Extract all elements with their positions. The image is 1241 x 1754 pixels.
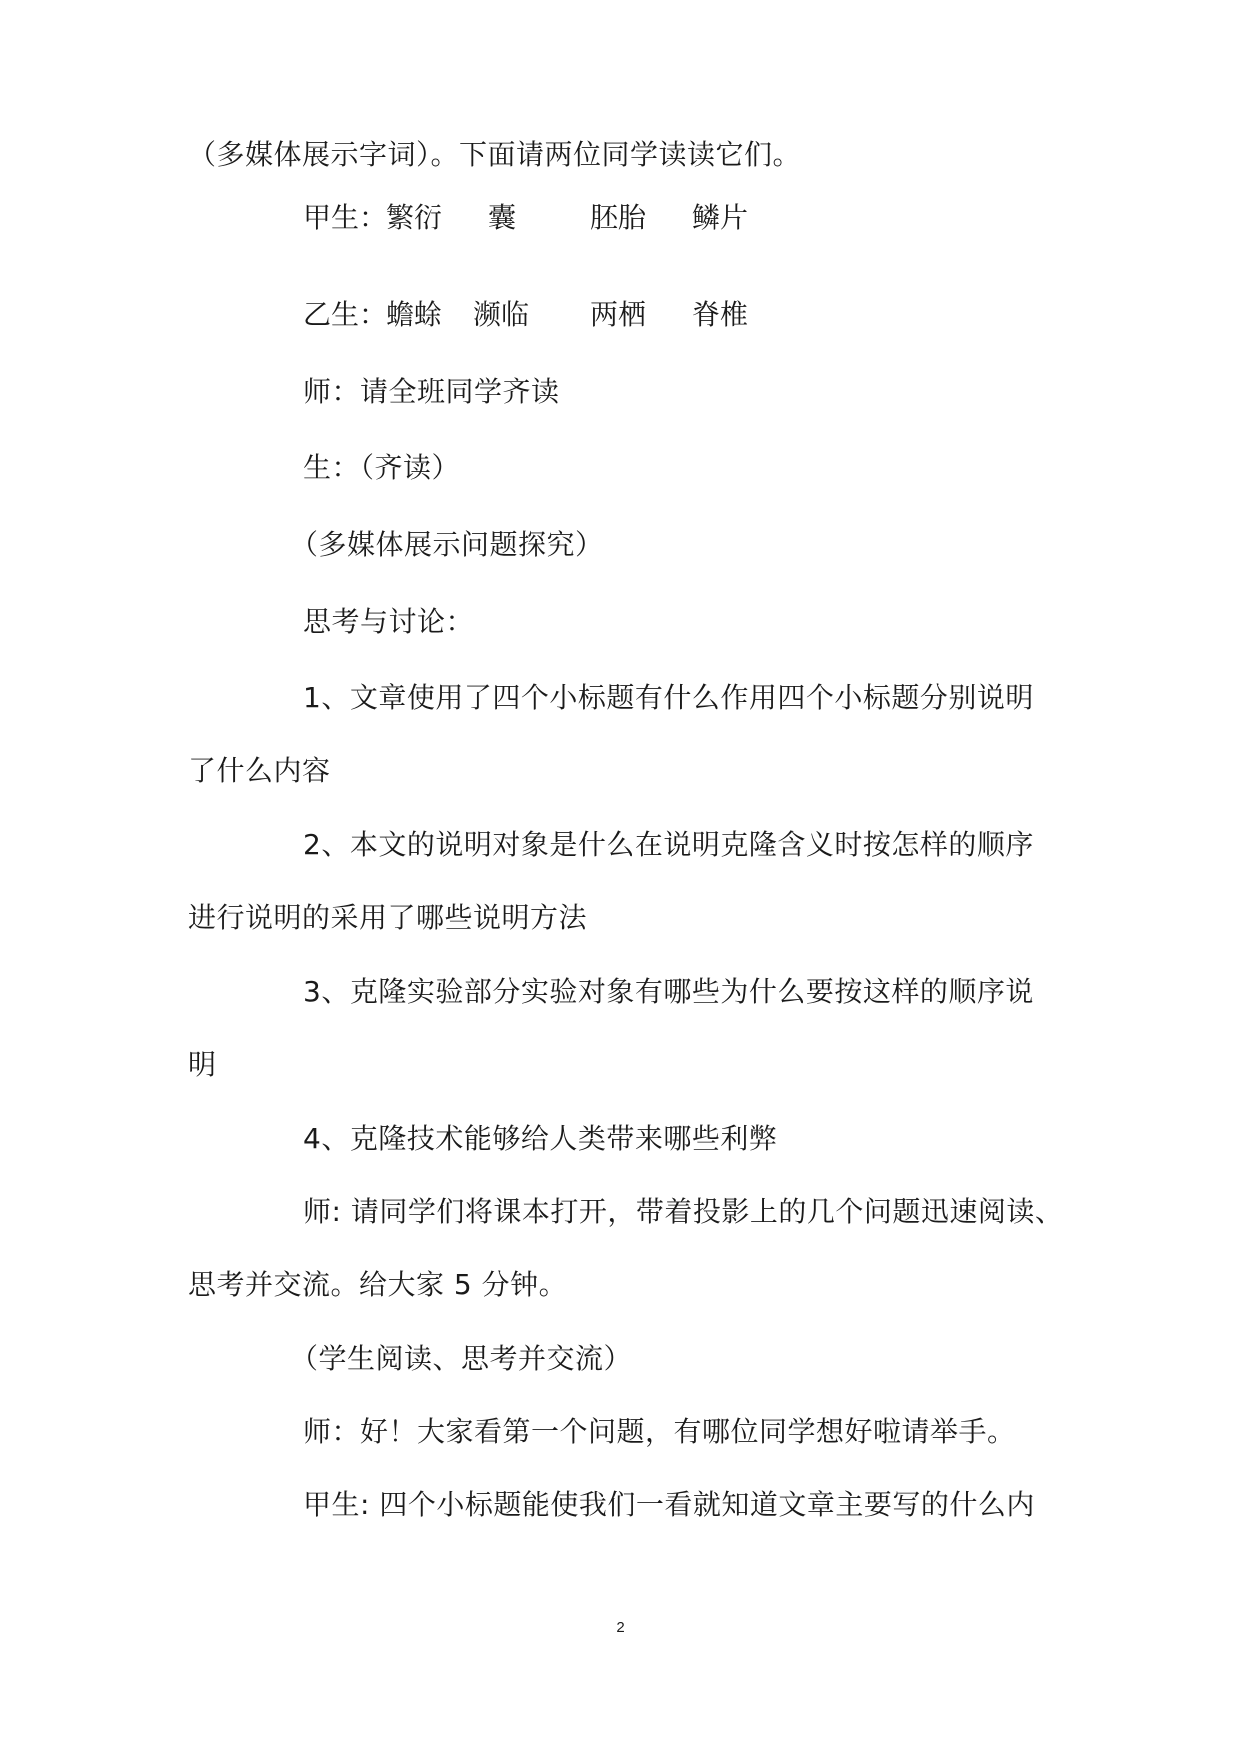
question-4-line: 4、克隆技术能够给人类带来哪些利弊 — [303, 1122, 778, 1155]
students-activity-line: （学生阅读、思考并交流） — [290, 1342, 633, 1375]
teacher-read-all-line: 师：请全班同学齐读 — [303, 375, 560, 408]
vocab-word: 繁衍 — [386, 201, 443, 234]
student-a-answer-line: 甲生: 四个小标题能使我们一看就知道文章主要写的什么内 — [303, 1488, 1035, 1521]
vocab-row-b-speaker: 乙生： — [303, 298, 388, 331]
teacher-instruction-line-2: 思考并交流。给大家 5 分钟。 — [188, 1268, 568, 1301]
vocab-word: 鳞片 — [692, 201, 749, 234]
question-2-line-2: 进行说明的采用了哪些说明方法 — [188, 901, 588, 934]
vocab-word: 濒临 — [473, 298, 530, 331]
intro-line: （多媒体展示字词）。下面请两位同学读读它们。 — [188, 138, 802, 171]
teacher-ask-line: 师：好！大家看第一个问题，有哪位同学想好啦请举手。 — [303, 1415, 1016, 1448]
show-questions-line: （多媒体展示问题探究） — [290, 528, 604, 561]
vocab-word: 脊椎 — [692, 298, 749, 331]
vocab-word: 囊 — [488, 201, 517, 234]
question-1-line-2: 了什么内容 — [188, 754, 331, 787]
vocab-word: 蟾蜍 — [386, 298, 443, 331]
page-number: 2 — [616, 1619, 625, 1636]
question-3-line-2: 明 — [188, 1048, 217, 1081]
vocab-word: 胚胎 — [590, 201, 647, 234]
teacher-instruction-line-1: 师: 请同学们将课本打开，带着投影上的几个问题迅速阅读、 — [303, 1195, 1064, 1228]
vocab-row-a-speaker: 甲生： — [303, 201, 388, 234]
vocab-word: 两栖 — [590, 298, 647, 331]
question-1-line-1: 1、文章使用了四个小标题有什么作用四个小标题分别说明 — [303, 681, 1034, 714]
students-read-line: 生：（齐读） — [303, 451, 461, 484]
question-3-line-1: 3、克隆实验部分实验对象有哪些为什么要按这样的顺序说 — [303, 975, 1034, 1008]
question-2-line-1: 2、本文的说明对象是什么在说明克隆含义时按怎样的顺序 — [303, 828, 1034, 861]
discuss-heading: 思考与讨论： — [303, 605, 475, 638]
